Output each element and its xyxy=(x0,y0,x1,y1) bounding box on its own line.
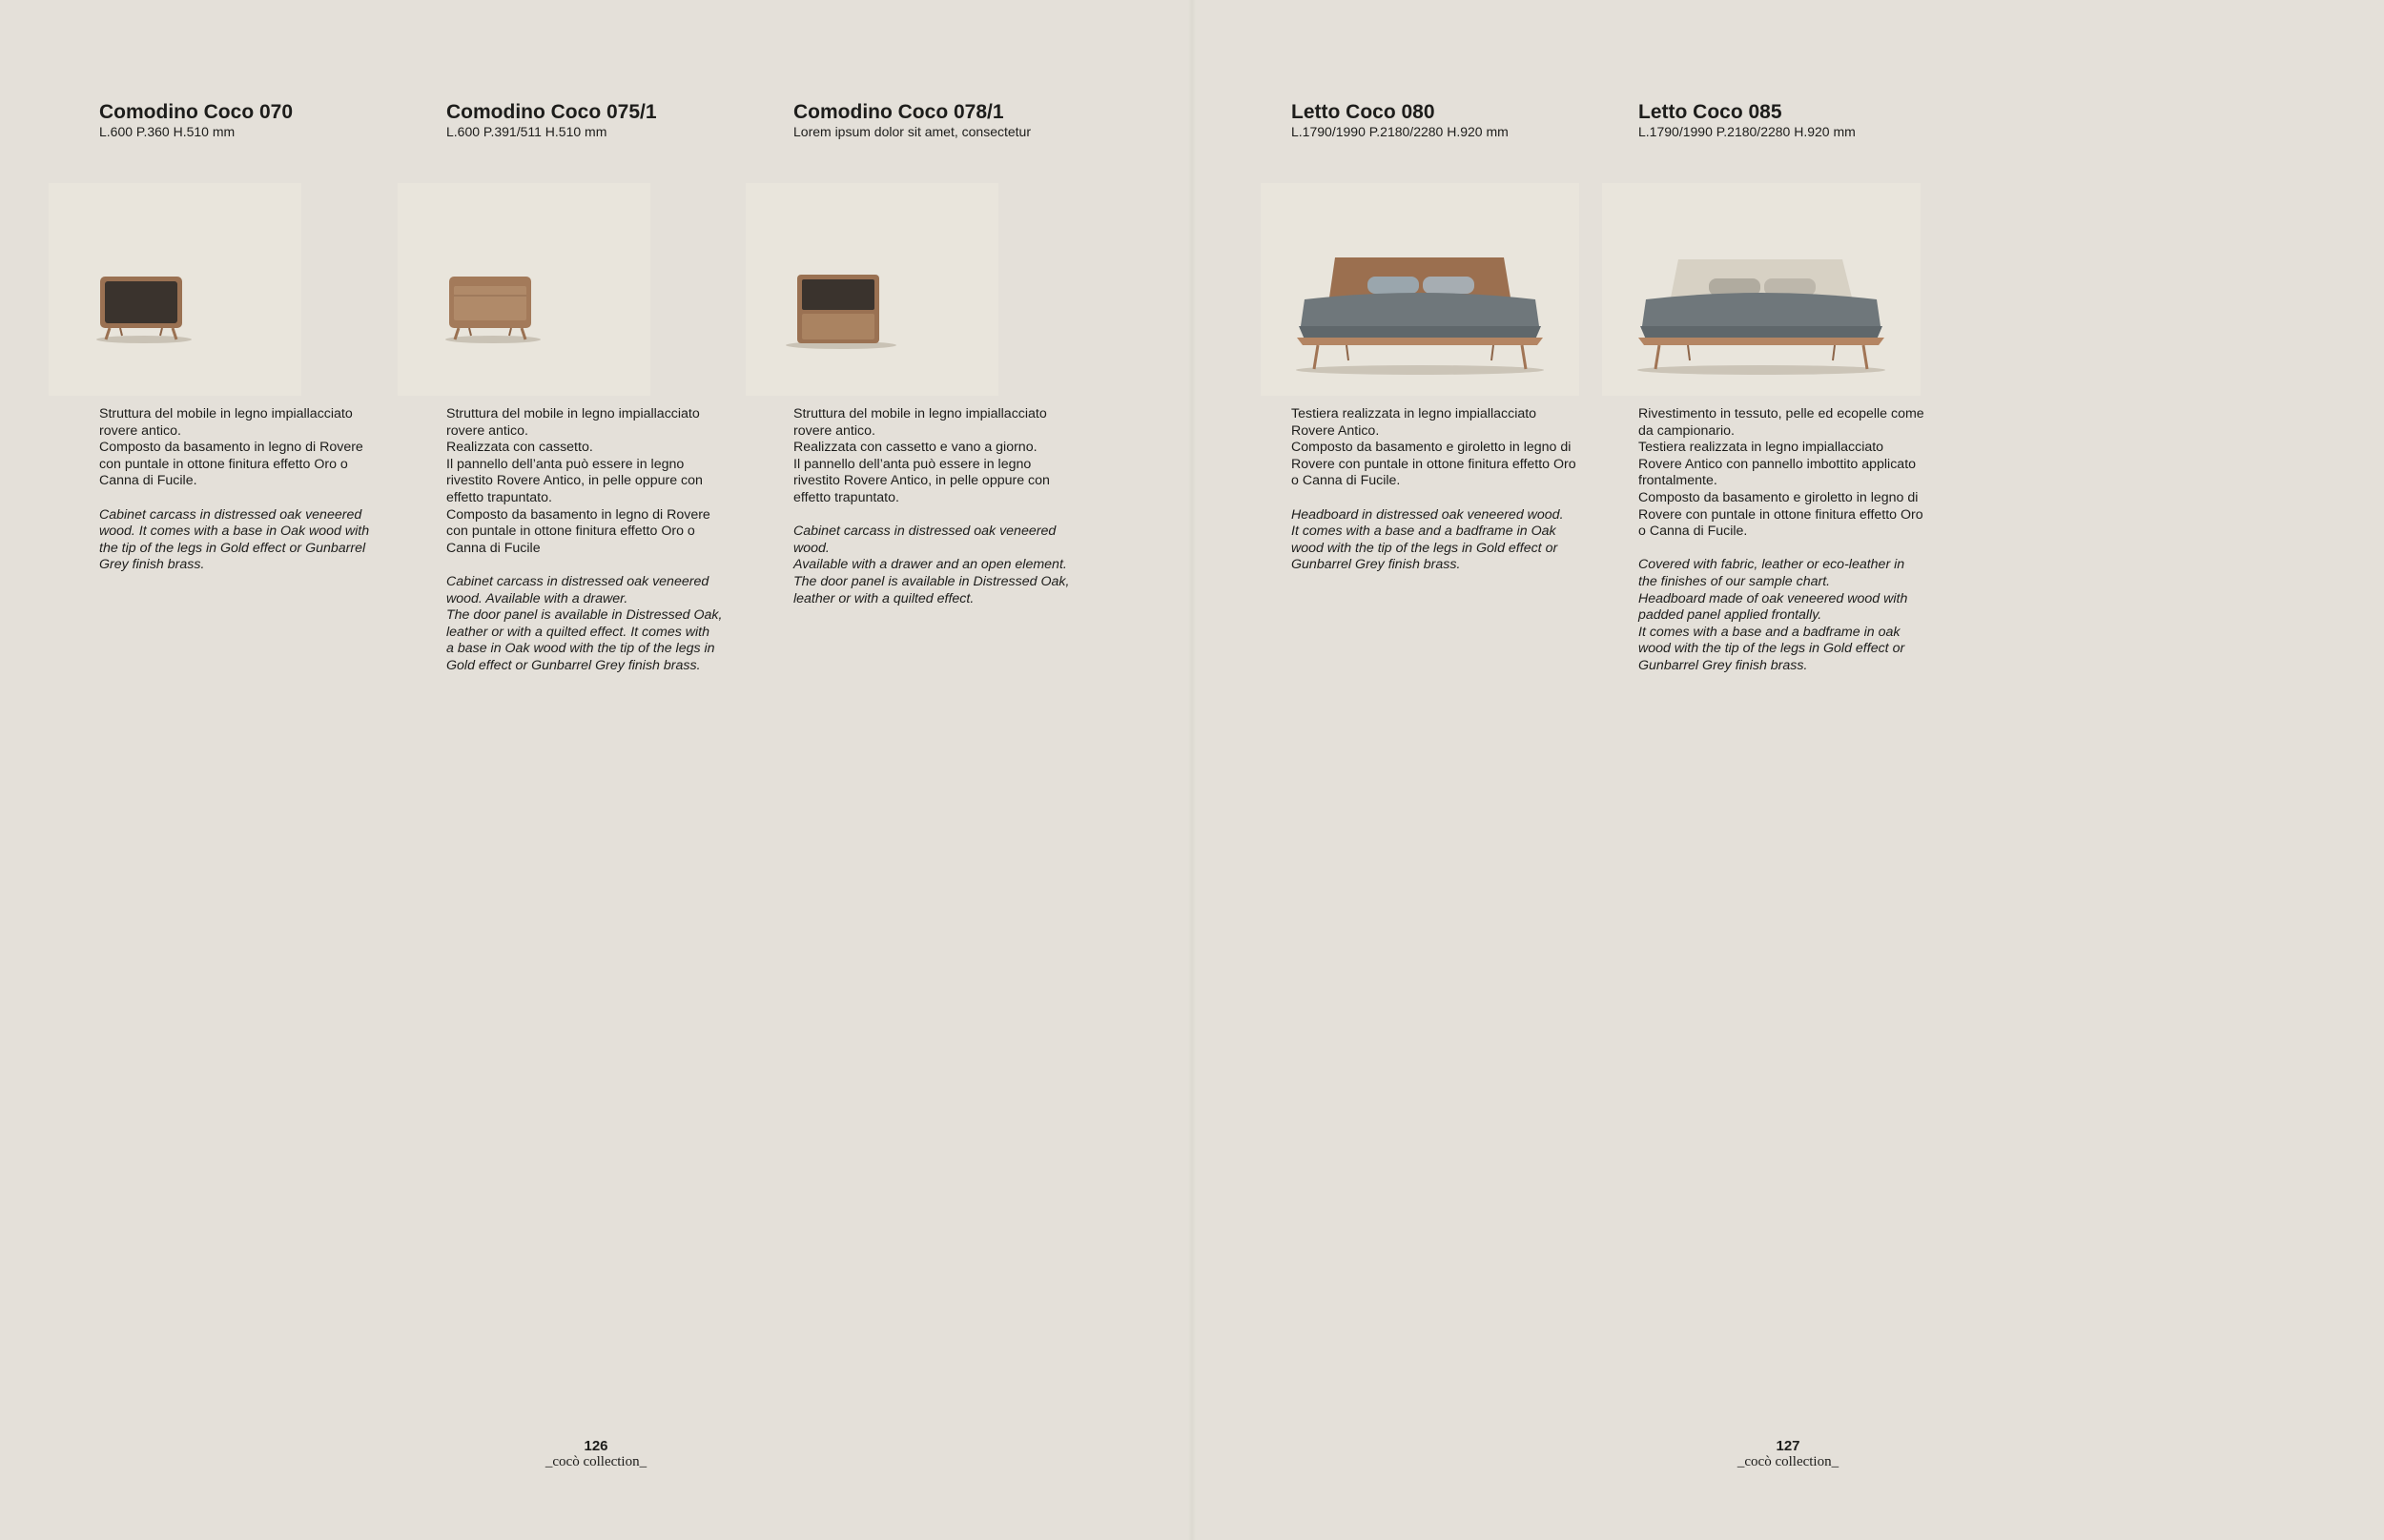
product-dimensions: Lorem ipsum dolor sit amet, consectetur xyxy=(793,124,1031,139)
product-photo xyxy=(746,183,998,396)
description-english: Cabinet carcass in distressed oak veneered wood. Available with a drawer. The door panel is available in Distressed Oak, leather or with a quilted effect. It comes with a base in Oak wood with the tip of the legs in Gold effect or Gunbarrel Grey finish brass. xyxy=(446,573,723,673)
product-description xyxy=(99,406,395,574)
bed-upholstered-headboard-icon xyxy=(1602,183,1921,396)
bed-wood-headboard-icon xyxy=(1261,183,1579,396)
description-english: Covered with fabric, leather or eco-leather in the finishes of our sample chart. Headboard made of oak veneered wood with padded panel applied frontally. It comes with a base and a badframe in oak wood with the tip of the legs in Gold effect or Gunbarrel Grey finish brass. xyxy=(1638,557,1908,673)
product-photo xyxy=(398,183,650,396)
page-footer-left xyxy=(501,1438,691,1470)
collection-name: _cocò collection_ xyxy=(545,1454,647,1469)
nightstand-drawer-open-icon xyxy=(746,183,998,396)
product-photo xyxy=(1261,183,1579,396)
description-italian: Struttura del mobile in legno impiallacciato rovere antico. Realizzata con cassetto. Il pannello dell’anta può essere in legno rivestito Rovere Antico, in pelle oppure con effetto trapuntato. Composto da basamento in legno di Rovere con puntale in ottone finitura effetto Oro o Canna di Fucile xyxy=(446,406,710,556)
page-number: 127 xyxy=(1776,1438,1800,1454)
nightstand-drawer-icon xyxy=(398,183,650,396)
page-spine xyxy=(1188,0,1196,1540)
description-italian: Rivestimento in tessuto, pelle ed ecopelle come da campionario. Testiera realizzata in legno impiallacciato Rovere Antico con pannello imbottito applicato frontalmente. Composto da basamento e giroletto in legno di Rovere con puntale in ottone finitura effetto Oro o Canna di Fucile. xyxy=(1638,406,1924,540)
product-photo xyxy=(49,183,301,396)
product-title: Comodino Coco 075/1 xyxy=(446,101,657,123)
description-english: Cabinet carcass in distressed oak veneered wood. Available with a drawer and an open element. The door panel is available in Distressed Oak, leather or with a quilted effect. xyxy=(793,524,1070,606)
description-english: Headboard in distressed oak veneered wood. It comes with a base and a badframe in Oak wood with the tip of the legs in Gold effect or Gunbarrel Grey finish brass. xyxy=(1291,506,1564,573)
product-title: Comodino Coco 070 xyxy=(99,101,294,123)
description-italian: Struttura del mobile in legno impiallacciato rovere antico. Composto da basamento in legno di Rovere con puntale in ottone finitura effetto Oro o Canna di Fucile. xyxy=(99,406,363,489)
description-italian: Struttura del mobile in legno impiallacciato rovere antico. Realizzata con cassetto e vano a giorno. Il pannello dell’anta può essere in legno rivestito Rovere Antico, in pelle oppure con effetto trapuntato. xyxy=(793,406,1050,505)
product-dimensions: L.1790/1990 P.2180/2280 H.920 mm xyxy=(1638,124,1856,139)
nightstand-open-icon xyxy=(49,183,301,396)
product-photo xyxy=(1602,183,1921,396)
product-description xyxy=(1291,406,1587,574)
product-description xyxy=(1638,406,1934,675)
product-title: Comodino Coco 078/1 xyxy=(793,101,1004,123)
product-dimensions: L.1790/1990 P.2180/2280 H.920 mm xyxy=(1291,124,1509,139)
product-title: Letto Coco 080 xyxy=(1291,101,1435,123)
description-italian: Testiera realizzata in legno impiallacciato Rovere Antico. Composto da basamento e giroletto in legno di Rovere con puntale in ottone finitura effetto Oro o Canna di Fucile. xyxy=(1291,406,1576,489)
description-english: Cabinet carcass in distressed oak veneered wood. It comes with a base in Oak wood with the tip of the legs in Gold effect or Gunbarrel Grey finish brass. xyxy=(99,506,370,573)
page-number: 126 xyxy=(584,1438,608,1454)
product-description xyxy=(793,406,1089,607)
product-description xyxy=(446,406,742,675)
page-footer-right xyxy=(1693,1438,1883,1470)
product-dimensions: L.600 P.360 H.510 mm xyxy=(99,124,236,139)
collection-name: _cocò collection_ xyxy=(1737,1454,1839,1469)
product-title: Letto Coco 085 xyxy=(1638,101,1782,123)
product-dimensions: L.600 P.391/511 H.510 mm xyxy=(446,124,607,139)
